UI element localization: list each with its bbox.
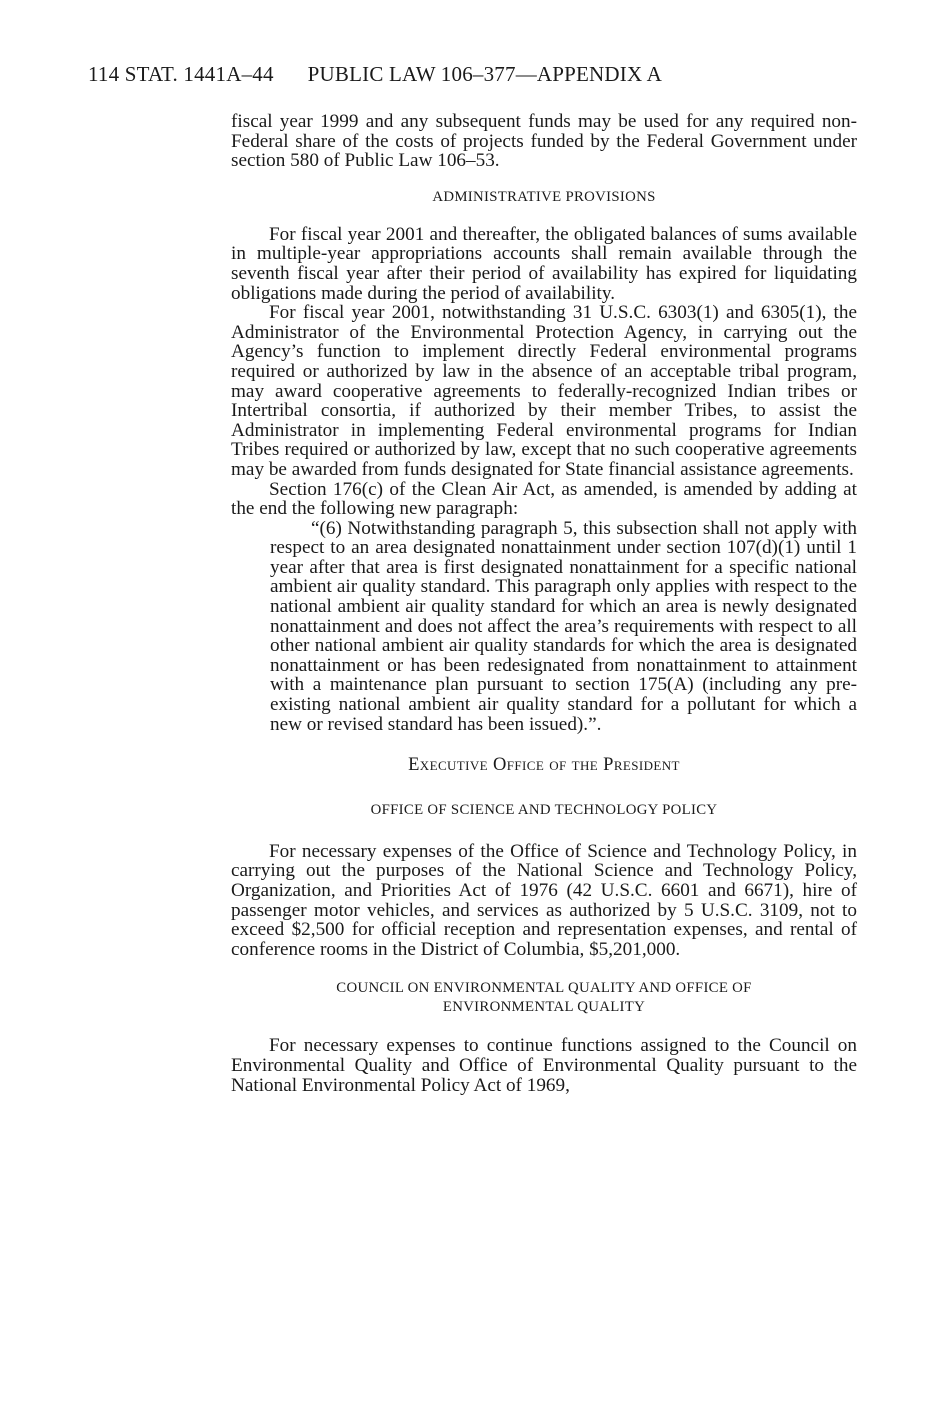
ceq-paragraph: For necessary expenses to continue functions assigned to the Council on Environmental Quality and Office of Environmental Quality pursuant to the National Environmental Policy Act of 1969, [231,1035,857,1096]
admin-paragraph-3: Section 176(c) of the Clean Air Act, as amended, is amended by adding at the end the following new paragraph: [231,478,857,520]
admin-paragraph-1: For fiscal year 2001 and thereafter, the obligated balances of sums available in multiple-year appropriations accounts shall remain available through the seventh fiscal year after their period of availability has expired for liquidating obligations made during the period of availability. [231,223,857,304]
heading-ceq: COUNCIL ON ENVIRONMENTAL QUALITY AND OFFICE OF ENVIRONMENTAL QUALITY [336,980,752,1016]
continuation-paragraph: fiscal year 1999 and any subsequent funds may be used for any required non-Federal share of the costs of projects funded by the Federal Government under section 580 of Public Law 106–53. [231,111,857,172]
quoted-paragraph: “(6) Notwithstanding paragraph 5, this subsection shall not apply with respect to an area designated nonattainment under section 107(d)(1) until 1 year after that area is first designated nonattainment for a specific national ambient air quality standard. This paragraph only applies with respect to the national ambient air quality standard for which an area is newly designated nonattainment and does not affect the area’s requirements with respect to all other national ambient air quality standards for which the area is designated nonattainment or has been redesignated from nonattainment to attainment with a maintenance plan pursuant to section 175(A) (including any pre-existing national ambient air quality standard for a pollutant for which a new or revised standard has been issued).”. [270,517,857,735]
ostp-paragraph: For necessary expenses of the Office of Science and Technology Policy, in carrying out the purposes of the National Science and Technology Policy, Organization, and Priorities Act of 1976 (42 U.S.C. 6601 and 6671), hire of passenger motor vehicles, and services as authorized by 5 U.S.C. 3109, not to exceed $2,500 for official reception and representation expenses, and rental of conference rooms in the District of Columbia, $5,201,000. [231,840,857,960]
heading-administrative-provisions: ADMINISTRATIVE PROVISIONS [432,188,656,205]
law-title: PUBLIC LAW 106–377—APPENDIX A [307,62,663,86]
running-header [88,62,868,87]
statute-reference: 114 STAT. 1441A–44 [88,62,274,86]
heading-ostp: OFFICE OF SCIENCE AND TECHNOLOGY POLICY [370,801,718,818]
body-text [231,112,857,1095]
heading-executive-office: Executive Office of the President [408,755,680,776]
admin-paragraph-2: For fiscal year 2001, notwithstanding 31 U.S.C. 6303(1) and 6305(1), the Administrator of the Environmental Protection Agency, in carrying out the Agency’s function to implement directly Federal environmental programs required or authorized by law in the absence of an acceptable tribal program, may award cooperative agreements to federally-recognized Indian tribes or Intertribal consortia, if authorized by their member Tribes, to assist the Administrator in implementing Federal environmental programs for Indian Tribes required or authorized by law, except that no such cooperative agreements may be awarded from funds designated for State financial assistance agreements. [231,302,857,480]
